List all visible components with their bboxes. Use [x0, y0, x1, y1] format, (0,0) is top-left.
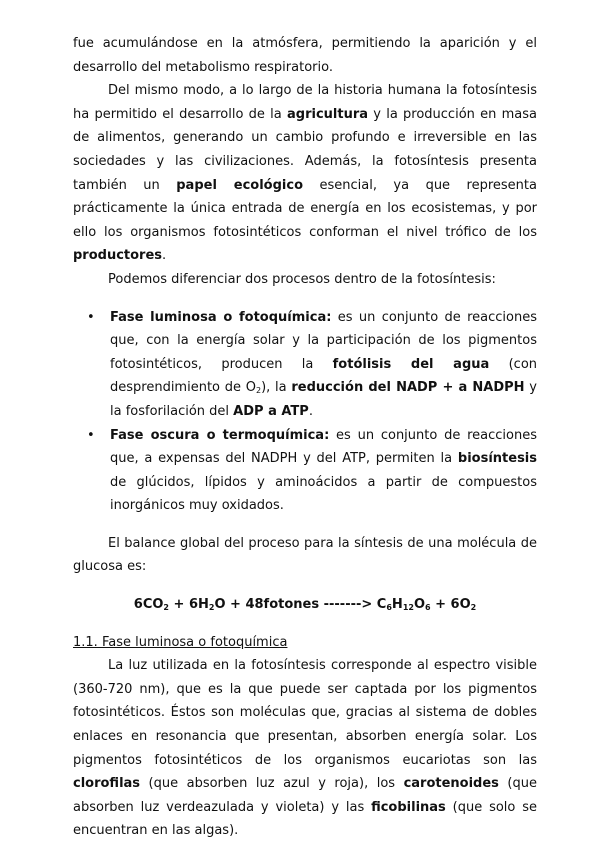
subscript: 12	[402, 603, 414, 613]
text-run: .	[162, 248, 167, 264]
text-run: ), la	[261, 380, 292, 396]
paragraph-intro-continuation: fue acumulándose en la atmósfera, permitiendo la aparición y el desarrollo del metabolismo respiratorio.	[73, 36, 537, 75]
subscript: 6	[386, 603, 392, 613]
section-heading: 1.1. Fase luminosa o fotoquímica	[73, 634, 288, 650]
paragraph-light-pigments	[73, 654, 537, 843]
eq-part: O	[413, 597, 426, 613]
subscript: 2	[163, 603, 169, 613]
text-run: y la producción en masa de alimentos, generando un cambio profundo e irreversible en las sociedades y las civilizaciones. Además, la fotosíntesis presenta también un	[73, 106, 537, 193]
bullet-icon: •	[87, 427, 95, 443]
bold-term-carotenoides: carotenoides	[403, 776, 499, 792]
bold-term-ficobilinas: ficobilinas	[371, 799, 446, 815]
text-run: (con desprendimiento de O	[110, 356, 538, 396]
text-run: es un conjunto de reacciones que, con la energía solar y la participación de los pigmentos fotosintéticos, producen la	[110, 309, 537, 372]
subscript: 2	[255, 386, 262, 396]
text-run: .	[308, 403, 313, 419]
bold-term-biosintesis: biosíntesis	[457, 451, 537, 467]
bold-term-fase-oscura: Fase oscura o termoquímica:	[110, 427, 330, 443]
list-item-fase-oscura	[73, 424, 537, 518]
text-run: de glúcidos, lípidos y aminoácidos a partir de compuestos inorgánicos muy oxidados.	[110, 474, 537, 514]
eq-part: + 6H	[169, 597, 209, 613]
text-run: La luz utilizada en la fotosíntesis corresponde al espectro visible (360-720 nm), que es la que puede ser captada por los pigmentos fotosintéticos. Éstos son moléculas que, gracias al sistema de dobles enlaces en resonancia que presentan, absorben energía solar. Los pigmentos fotosintéticos de los organismos eucariotas son las	[73, 658, 537, 768]
paragraph-agriculture	[73, 79, 537, 268]
subscript: 2	[208, 603, 215, 613]
paragraph-global-balance: El balance global del proceso para la síntesis de una molécula de glucosa es:	[73, 535, 537, 575]
eq-part: 6CO	[133, 597, 164, 613]
text-run: y la fosforilación del	[110, 380, 538, 419]
text-run: esencial, ya que representa prácticamente la única entrada de energía en los ecosistemas, y por ello los organismos fotosintéticos conforman el nivel trófico de los	[73, 177, 537, 240]
bold-term-fase-luminosa: Fase luminosa o fotoquímica:	[110, 309, 332, 325]
bold-term-reduccion-nadp: reducción del NADP + a NADPH	[291, 380, 525, 396]
bold-term-papel-ecologico: papel ecológico	[176, 177, 304, 193]
process-list	[73, 306, 537, 518]
bullet-icon: •	[87, 309, 95, 325]
bold-term-adp-atp: ADP a ATP	[233, 403, 309, 419]
text-run: es un conjunto de reacciones que, a expensas del NADPH y del ATP, permiten la	[110, 427, 537, 467]
bold-term-productores: productores	[73, 248, 163, 264]
subscript: 6	[425, 603, 431, 613]
eq-part: + 6O	[430, 597, 471, 613]
photosynthesis-equation	[73, 593, 537, 617]
bold-term-fotolisis: fotólisis del agua	[332, 356, 490, 372]
bold-term-agricultura: agricultura	[287, 106, 369, 122]
text-run: (que solo se encuentran en las algas).	[73, 799, 537, 839]
text-run: Del mismo modo, a lo largo de la historia humana la fotosíntesis ha permitido el desarrollo de la	[73, 83, 537, 122]
list-item-fase-luminosa	[73, 306, 537, 424]
text-run: (que absorben luz azul y roja), los	[140, 776, 404, 792]
document-page	[73, 32, 537, 843]
subscript: 2	[470, 603, 477, 613]
eq-part: H	[391, 597, 403, 613]
eq-part: O + 48fotones -------> C	[214, 597, 387, 613]
paragraph-two-processes: Podemos diferenciar dos procesos dentro de la fotosíntesis:	[108, 271, 496, 287]
bold-term-clorofilas: clorofilas	[73, 776, 141, 792]
text-run: (que absorben luz verdeazulada y violeta) y las	[73, 776, 537, 815]
